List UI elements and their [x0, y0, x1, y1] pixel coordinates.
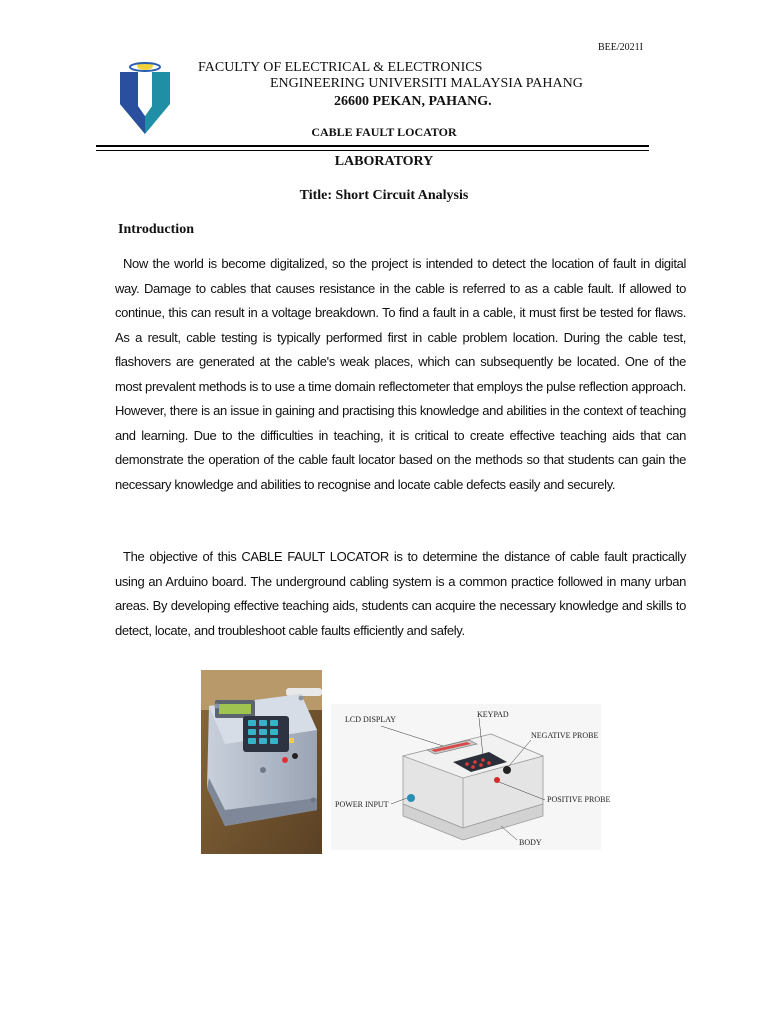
university-address: 26600 PEKAN, PAHANG.	[334, 94, 492, 109]
intro-paragraph-2: The objective of this CABLE FAULT LOCATOR is to determine the distance of cable fault practically using an Arduino board. The underground cabling system is a common practice followed in many urban areas. By developing effective teaching aids, students can acquire the necessary knowledge and skills to detect, locate, and troubleshoot cable faults efficiently and safely.	[115, 549, 686, 638]
faculty-name-line1: FACULTY OF ELECTRICAL & ELECTRONICS	[198, 60, 483, 75]
document-title: Title: Short Circuit Analysis	[299, 188, 469, 203]
header-rule-thick	[96, 145, 649, 147]
subject-title: CABLE FAULT LOCATOR	[311, 125, 457, 139]
intro-paragraph-1: Now the world is become digitalized, so the project is intended to detect the location of fault in digital way. Damage to cables that causes resistance in the cable is referred to as a cable fault. If allowed to continue, this can result in a voltage breakdown. To find a fault in a cable, it must first be tested for flaws. As a result, cable testing is typically performed first in cable problem location. During the cable test, flashovers are generated at the cable's weak places, which can subsequently be located. One of the most prevalent methods is to use a time domain reflectometer that employs the pulse reflection approach. However, there is an issue in gaining and practising this knowledge and abilities in the context of teaching and learning. Due to the difficulties in teaching, it is critical to create effective teaching aids that can demonstrate the operation of the cable fault locator based on the methods so that students can gain the necessary knowledge and abilities to recognise and locate cable defects easily and securely.	[115, 256, 686, 492]
faculty-name-line2: ENGINEERING UNIVERSITI MALAYSIA PAHANG	[270, 76, 583, 91]
label-lcd-display: LCD DISPLAY	[345, 715, 397, 724]
document-code: BEE/2021I	[598, 42, 643, 53]
university-logo-icon	[118, 60, 172, 134]
section-heading: Introduction	[118, 222, 194, 237]
label-body: BODY	[519, 838, 542, 847]
lab-heading: LABORATORY	[334, 154, 434, 169]
label-power-input: POWER INPUT	[335, 800, 389, 809]
label-negative-probe: NEGATIVE PROBE	[531, 731, 599, 740]
device-diagram	[331, 704, 611, 850]
label-keypad: KEYPAD	[477, 710, 509, 719]
device-photo	[201, 670, 322, 854]
header-rule-thin	[96, 150, 649, 151]
label-positive-probe: POSITIVE PROBE	[547, 795, 611, 804]
